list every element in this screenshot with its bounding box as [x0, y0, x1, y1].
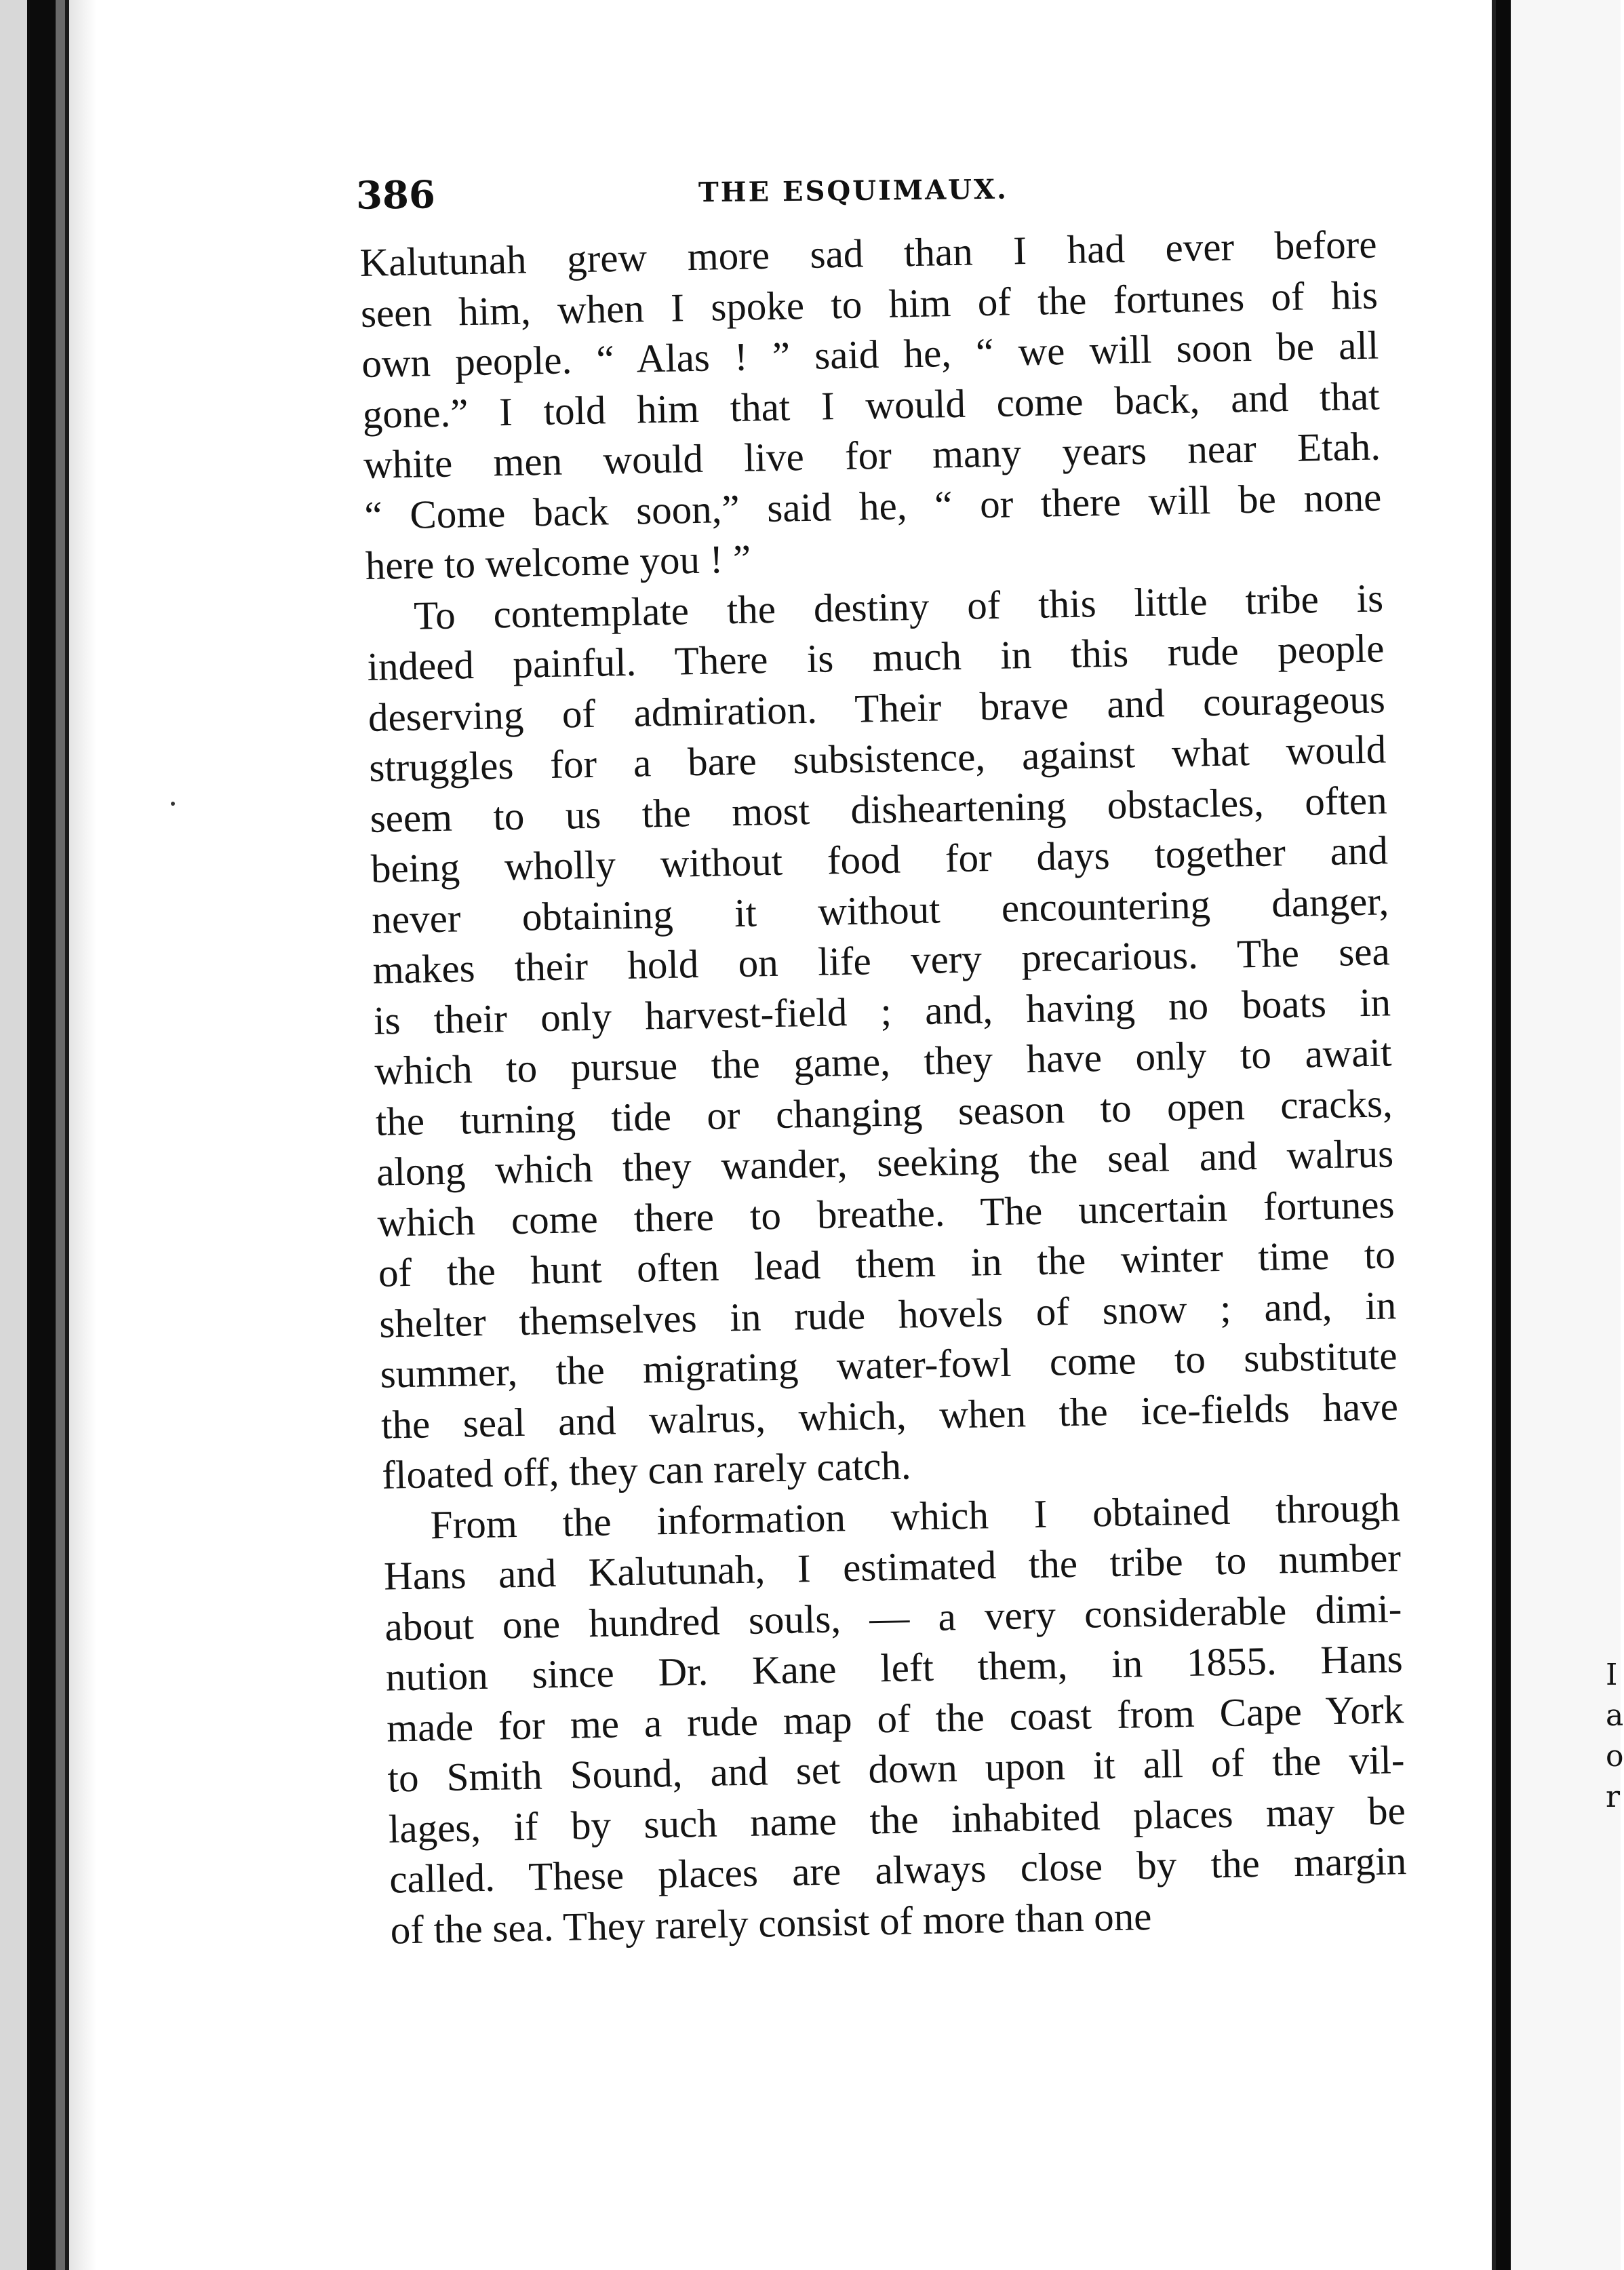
page-gap-shadow: [1496, 0, 1511, 2270]
text-line: To contemplate the destiny of this little tribe is: [413, 574, 1384, 638]
text-line: here to welcome you ! ”: [365, 536, 751, 588]
gutter-shadow: [69, 0, 96, 2270]
text-line: Kalutunah grew more sad than I had ever before: [359, 221, 1378, 285]
text-line: to Smith Sound, and set down upon it all of the vil-: [387, 1737, 1405, 1801]
print-speck: [171, 802, 175, 806]
text-line: made for me a rude map of the coast from Cape York: [386, 1686, 1404, 1750]
text-line: of the sea. They rarely consist of more than one: [390, 1893, 1152, 1953]
text-line: being wholly without food for days together and: [370, 827, 1389, 891]
book-spine-band: [56, 0, 65, 2270]
next-page-fragment: I a o r: [1606, 1658, 1624, 1814]
text-line: From the information which I obtained through: [430, 1484, 1401, 1547]
text-line: the seal and walrus, which, when the ice-fields have: [380, 1383, 1399, 1447]
paragraph: [359, 219, 1383, 591]
paragraph: [366, 572, 1400, 1500]
text-line: struggles for a bare subsistence, against what would: [368, 726, 1387, 790]
text-line: own people. “ Alas ! ” said he, “ we will soon be all: [361, 322, 1379, 386]
text-line: indeed painful. There is much in this rude people: [366, 625, 1385, 689]
text-line: which come there to breathe. The uncertain fortunes: [377, 1181, 1395, 1245]
text-line: white men would live for many years near Etah.: [363, 423, 1381, 487]
text-line: nution since Dr. Kane left them, in 1855. Hans: [385, 1636, 1404, 1700]
book-spine-shadow: [27, 0, 56, 2270]
text-line: of the hunt often lead them in the winter time to: [378, 1232, 1396, 1295]
paragraph: [382, 1482, 1408, 1955]
text-line: seem to us the most disheartening obstacles, often: [370, 777, 1388, 841]
text-line: makes their hold on life very precarious. The sea: [372, 928, 1391, 992]
text-line: which to pursue the game, they have only to await: [374, 1030, 1392, 1093]
spine-outer-edge: [0, 0, 27, 2270]
text-line: floated off, they can rarely catch.: [381, 1443, 912, 1498]
text-line: never obtaining it without encountering danger,: [371, 878, 1389, 942]
text-line: Hans and Kalutunah, I estimated the tribe to number: [383, 1535, 1402, 1599]
text-line: called. These places are always close by the margin: [389, 1838, 1407, 1902]
text-line: seen him, when I spoke to him of the fortunes of his: [360, 271, 1379, 336]
text-line: deserving of admiration. Their brave and courageous: [368, 676, 1386, 740]
body-text: [359, 219, 1408, 1955]
running-head: THE ESQUIMAUX.: [698, 173, 1009, 209]
text-line: is their only harvest-field ; and, having no boats in: [373, 979, 1391, 1043]
next-page-sliver: [1511, 0, 1624, 2270]
text-line: the turning tide or changing season to open cracks,: [375, 1080, 1393, 1144]
text-line: shelter themselves in rude hovels of snow ; and, in: [378, 1282, 1397, 1346]
text-line: summer, the migrating water-fowl come to substitute: [380, 1333, 1398, 1396]
text-line: “ Come back soon,” said he, “ or there will be none: [363, 473, 1382, 538]
page-number: 386: [355, 172, 436, 218]
text-line: along which they wander, seeking the seal and walrus: [376, 1131, 1394, 1194]
text-line: lages, if by such name the inhabited places may be: [388, 1787, 1406, 1852]
text-line: gone.” I told him that I would come back, and that: [362, 372, 1381, 437]
text-line: about one hundred souls, — a very considerable dimi-: [384, 1585, 1402, 1649]
